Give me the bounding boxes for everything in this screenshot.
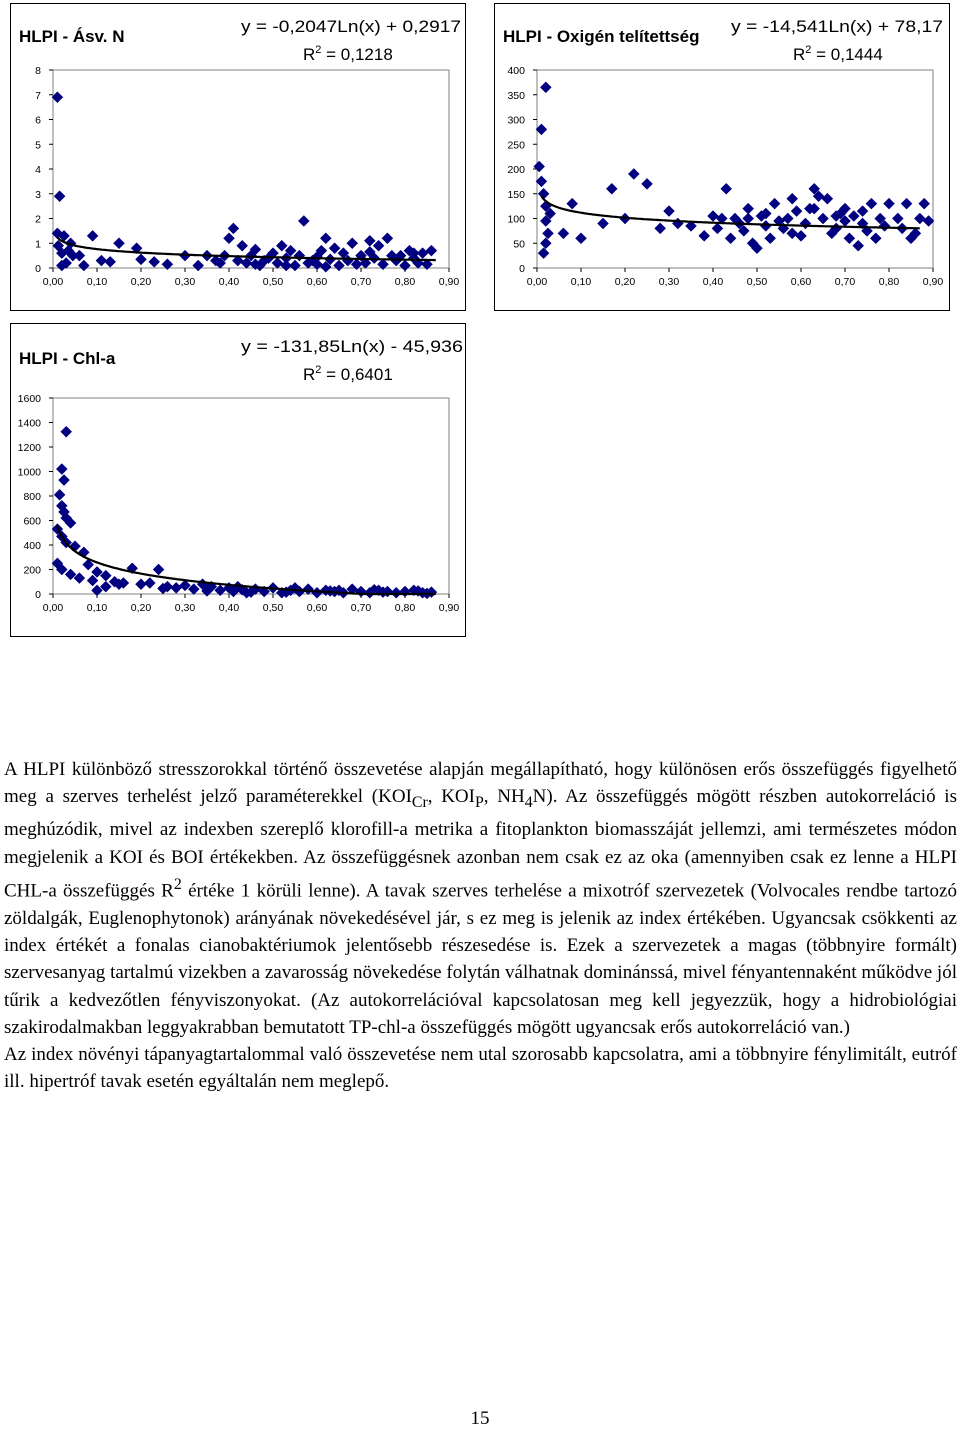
text-run: Az index növényi tápanyagtartalommal való összevetése nem utal szorosabb kapcsolatra, ami a többnyire fénylimitált, eutróf ill. hipertróf tavak esetén egyáltalán nem meglepő. [4,1044,957,1093]
r2-value: = 0,6401 [321,365,393,384]
y-tick-label: 200 [23,564,41,577]
y-tick-label: 0 [35,263,41,275]
x-tick-label: 0,30 [174,276,196,288]
chart-hlpi-asv-n [10,3,466,311]
trend-equation: y = -0,2047Ln(x) + 0,2917 [241,17,461,36]
y-tick-label: 5 [35,139,41,152]
r2-letter: R [303,365,316,384]
r2-exponent: 2 [805,44,812,56]
subscript: 4 [524,794,533,812]
y-tick-label: 150 [507,188,525,201]
y-tick-label: 1 [35,238,41,251]
x-tick-label: 0,30 [658,276,680,288]
page-number: 15 [470,1408,490,1429]
chart-hlpi-chl-a-svg [11,324,467,638]
x-tick-label: 0,90 [438,276,460,288]
y-tick-label: 600 [23,515,41,528]
x-tick-label: 0,70 [350,602,372,614]
y-tick-label: 250 [507,139,525,152]
subscript: P [474,794,484,812]
chart-hlpi-oxigen [494,3,950,311]
x-tick-label: 0,50 [262,602,284,614]
text-run: N). Az összefüggés mögött részben autokorreláció is meghúzódik, mivel az indexben szereplő klorofill-a metrika a fitoplankton biomasszáját jellemzi, ami természetes módon megjelenik a KOI és BOI értékekben. Az összefüggésnek azonban nem csak ez az oka (amennyiben csak ez lenne a HLPI CHL-a összefüggés R [4,786,957,902]
y-tick-label: 4 [35,164,41,176]
r2-exponent: 2 [315,44,322,56]
y-tick-label: 400 [23,540,41,552]
x-tick-label: 0,20 [130,276,152,288]
chart-title: HLPI - Ásv. N [19,27,125,46]
y-tick-label: 1200 [17,442,41,454]
x-tick-label: 0,20 [130,602,152,614]
x-tick-label: 0,30 [174,602,196,614]
y-tick-label: 0 [519,263,525,275]
y-tick-label: 8 [35,65,41,77]
y-tick-label: 3 [35,188,41,201]
text-run: , NH [483,786,525,808]
y-tick-label: 100 [507,213,525,226]
x-tick-label: 0,10 [86,276,108,288]
x-tick-label: 0,40 [218,276,240,288]
r2-value: = 0,1444 [811,45,883,64]
plot-area [53,398,449,594]
x-tick-label: 0,20 [614,276,636,288]
y-tick-label: 50 [513,238,525,251]
r-squared-label [303,44,393,64]
x-tick-label: 0,60 [306,602,328,614]
text-run: értéke 1 körüli lenne). A tavak szerves terhelése a mixotróf szervezetek (Volvocales rendbe tartozó zöldalgák, Euglenophytonok) arányának növekedésével jár, s ez meg is jelenik az index értékében. Ugyancsak csökkenti az index értékét a fonalas cianobaktériumok jelentősebb részesedése is. Ezek a szervezetek a magas (többnyire formált) szervesanyag tartalmú vizekben a zavarosság növekedése folytán válhatnak dominánssá, mivel fényantennaként működve jól tűrik a kedvezőtlen fényviszonyokat. (Az autokorrelációval kapcsolatosan meg kell jegyezzük, hogy a hidrobiológiai szakirodalmakban leggyakrabban bemutatott TP-chl-a összefüggés mögött ugyancsak erős autokorreláció van.) [4,880,957,1038]
y-tick-label: 2 [35,213,41,226]
x-tick-label: 0,80 [878,276,900,288]
y-tick-label: 300 [507,114,525,127]
chart-hlpi-oxigen-svg [495,4,951,312]
trend-equation: y = -131,85Ln(x) - 45,936 [241,337,463,356]
x-tick-label: 0,90 [922,276,944,288]
x-tick-label: 0,90 [438,602,460,614]
chart-hlpi-asv-n-svg [11,4,467,312]
x-tick-label: 0,80 [394,276,416,288]
paragraph-1 [4,756,957,1041]
y-tick-label: 7 [35,89,41,102]
text-run: A HLPI különböző stresszorokkal történő összevetése alapján megállapítható, hogy különösen erős összefüggés figyelhető meg a szerves terhelést jelző paraméterekkel (KOI [4,759,957,808]
x-tick-label: 0,70 [350,276,372,288]
x-tick-label: 0,60 [790,276,812,288]
y-tick-label: 350 [507,89,525,102]
x-tick-label: 0,50 [262,276,284,288]
text-run: , KOI [427,786,475,808]
r2-value: = 0,1218 [321,45,393,64]
r2-letter: R [303,45,316,64]
x-tick-label: 0,10 [86,602,108,614]
r2-exponent: 2 [315,364,322,376]
x-tick-label: 0,40 [218,602,240,614]
y-tick-label: 800 [23,491,41,503]
body-text [4,756,957,1096]
x-tick-label: 0,60 [306,276,328,288]
r-squared-label [303,364,393,384]
x-tick-label: 0,50 [746,276,768,288]
chart-title: HLPI - Oxigén telítettség [503,27,700,46]
subscript: Cr [411,794,428,812]
x-tick-label: 0,80 [394,602,416,614]
trend-equation: y = -14,541Ln(x) + 78,17 [731,17,943,36]
paragraph-2 [4,1041,957,1096]
chart-hlpi-chl-a [10,323,466,637]
y-tick-label: 1400 [17,417,41,430]
x-tick-label: 0,00 [42,276,64,288]
x-tick-label: 0,00 [526,276,548,288]
y-tick-label: 6 [35,114,41,127]
superscript: 2 [173,875,182,893]
x-tick-label: 0,70 [834,276,856,288]
y-tick-label: 1600 [17,393,41,405]
r-squared-label [793,44,883,64]
y-tick-label: 0 [35,589,41,601]
y-tick-label: 1000 [17,466,41,479]
y-tick-label: 200 [507,164,525,176]
chart-title: HLPI - Chl-a [19,349,116,368]
x-tick-label: 0,00 [42,602,64,614]
x-tick-label: 0,10 [570,276,592,288]
y-tick-label: 400 [507,65,525,77]
x-tick-label: 0,40 [702,276,724,288]
r2-letter: R [793,45,806,64]
